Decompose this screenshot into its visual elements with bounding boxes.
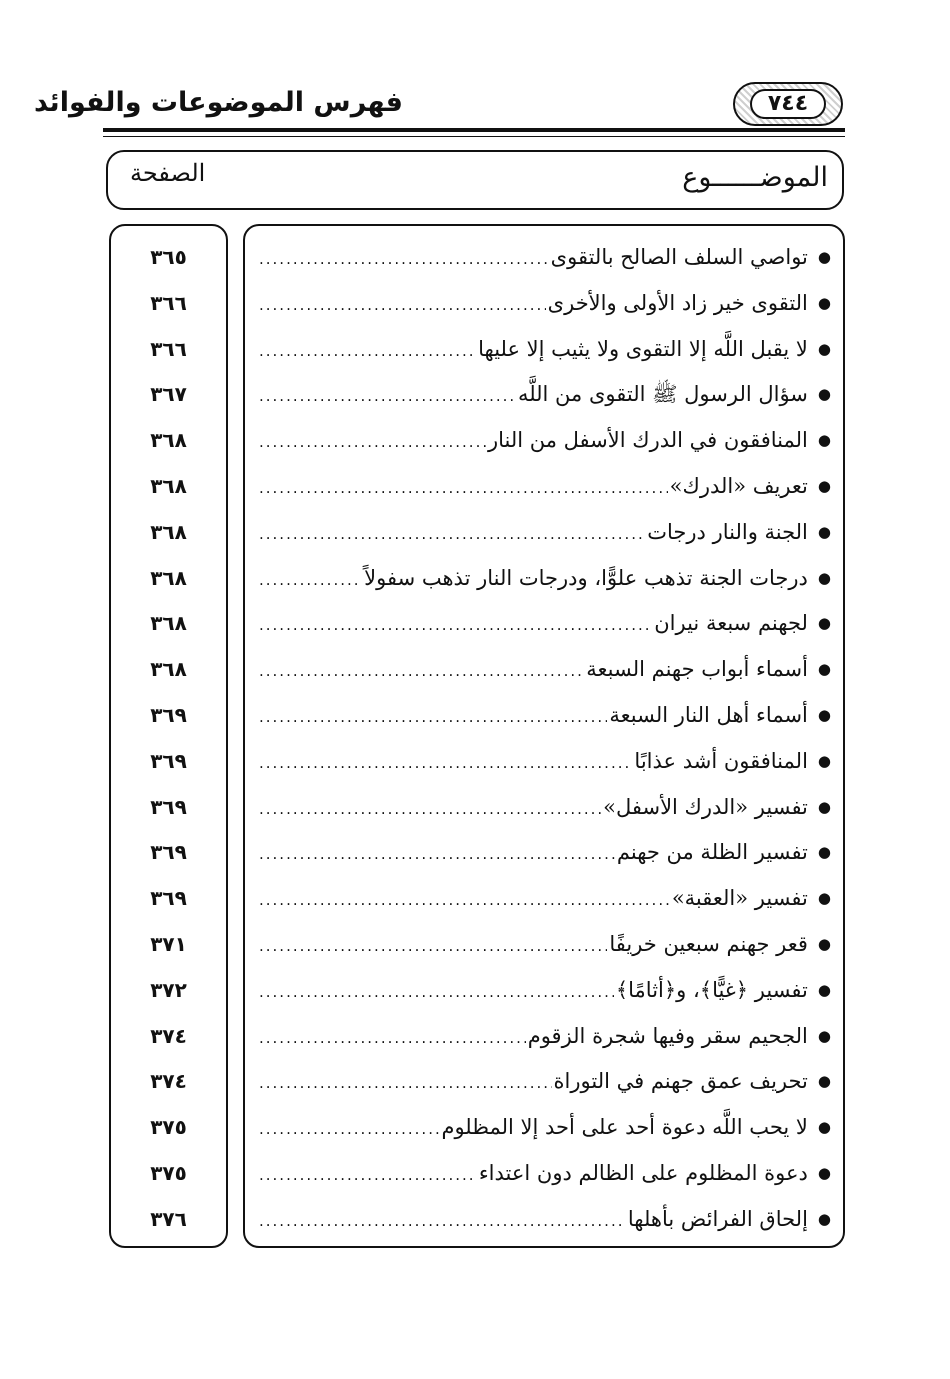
entry-title: تفسير «الدرك الأسفل» — [603, 795, 808, 819]
index-entry — [259, 1156, 831, 1190]
index-entry — [259, 377, 831, 411]
bullet-icon: ● — [817, 660, 831, 678]
entry-title: تحريف عمق جهنم في التوراة — [553, 1069, 808, 1093]
index-entry — [259, 515, 831, 549]
index-entry — [259, 469, 831, 503]
page-number: ٧٤٤ — [750, 89, 826, 119]
header-rule-thick — [103, 128, 845, 132]
bullet-icon: ● — [817, 1072, 831, 1090]
dot-leader — [259, 240, 549, 274]
entry-title: تواصي السلف الصالح بالتقوى — [550, 245, 808, 269]
dot-leader — [259, 1064, 552, 1098]
entry-page-number: ٣٧٦ — [150, 1207, 187, 1231]
dot-leader — [259, 1156, 477, 1190]
entry-page-number: ٣٦٨ — [150, 657, 187, 681]
entry-page-number: ٣٧٢ — [150, 978, 187, 1002]
dot-leader — [259, 744, 632, 778]
bullet-icon: ● — [817, 1210, 831, 1228]
entry-title: دعوة المظلوم على الظالم دون اعتداء — [478, 1161, 808, 1185]
entry-title: قعر جهنم سبعين خريفًا — [609, 932, 808, 956]
dot-leader — [259, 973, 614, 1007]
entry-page-number: ٣٦٩ — [150, 749, 187, 773]
dot-leader — [259, 835, 615, 869]
entry-title: إلحاق الفرائض بأهلها — [627, 1207, 808, 1231]
bullet-icon: ● — [817, 523, 831, 541]
index-entry — [259, 423, 831, 457]
index-entry — [259, 1064, 831, 1098]
index-entry — [259, 790, 831, 824]
bullet-icon: ● — [817, 752, 831, 770]
entry-page-number: ٣٧١ — [150, 932, 187, 956]
dot-leader — [259, 423, 486, 457]
entry-title: المنافقون في الدرك الأسفل من النار — [487, 428, 808, 452]
entry-title: أسماء أبواب جهنم السبعة — [586, 657, 808, 681]
entry-page-number: ٣٦٨ — [150, 474, 187, 498]
index-entry — [259, 1019, 831, 1053]
bullet-icon: ● — [817, 1027, 831, 1045]
dot-leader — [259, 286, 546, 320]
header-rule-thin — [103, 136, 845, 137]
index-entry — [259, 240, 831, 274]
entry-page-number: ٣٦٨ — [150, 566, 187, 590]
entry-title: تفسير الظلة من جهنم — [616, 840, 808, 864]
dot-leader — [259, 606, 652, 640]
index-entry — [259, 561, 831, 595]
bullet-icon: ● — [817, 1118, 831, 1136]
dot-leader — [259, 698, 607, 732]
bullet-icon: ● — [817, 340, 831, 358]
entry-title: تفسير ﴿غيًّا﴾، و﴿أثامًا﴾ — [615, 978, 808, 1002]
entry-page-number: ٣٦٩ — [150, 795, 187, 819]
bullet-icon: ● — [817, 431, 831, 449]
entry-page-number: ٣٦٨ — [150, 428, 187, 452]
entry-page-number: ٣٧٤ — [150, 1069, 187, 1093]
entry-page-number: ٣٧٥ — [150, 1161, 187, 1185]
page-number-badge — [733, 82, 843, 126]
index-entry — [259, 881, 831, 915]
bullet-icon: ● — [817, 981, 831, 999]
index-entry — [259, 606, 831, 640]
entry-page-number: ٣٧٤ — [150, 1024, 187, 1048]
entry-page-number: ٣٦٥ — [150, 245, 187, 269]
index-entry — [259, 744, 831, 778]
entry-page-number: ٣٦٦ — [150, 337, 187, 361]
entry-page-number: ٣٦٨ — [150, 611, 187, 635]
topic-column-header: الموضــــــوع — [682, 162, 828, 193]
bullet-icon: ● — [817, 614, 831, 632]
running-title: فهرس الموضوعات والفوائد — [33, 87, 403, 118]
entry-page-number: ٣٦٧ — [150, 382, 187, 406]
page-column-header: الصفحة — [130, 159, 206, 187]
entry-page-number: ٣٧٥ — [150, 1115, 187, 1139]
page-numbers-column — [109, 224, 228, 1248]
index-entry — [259, 973, 831, 1007]
entry-title: أسماء أهل النار السبعة — [609, 703, 808, 727]
bullet-icon: ● — [817, 477, 831, 495]
entry-title: درجات الجنة تذهب علوًّا، ودرجات النار تذهب سفولاً — [364, 566, 808, 590]
bullet-icon: ● — [817, 385, 831, 403]
bullet-icon: ● — [817, 706, 831, 724]
column-header-box — [106, 150, 844, 210]
index-entry — [259, 698, 831, 732]
entry-page-number: ٣٦٨ — [150, 520, 187, 544]
entry-title: تفسير «العقبة» — [671, 886, 808, 910]
dot-leader — [259, 790, 601, 824]
dot-leader — [259, 1110, 439, 1144]
dot-leader — [259, 332, 476, 366]
dot-leader — [259, 1019, 526, 1053]
entry-title: تعريف «الدرك» — [669, 474, 808, 498]
index-entry — [259, 835, 831, 869]
index-entry — [259, 1202, 831, 1236]
bullet-icon: ● — [817, 1164, 831, 1182]
topics-column — [243, 224, 845, 1248]
entry-title: المنافقون أشد عذابًا — [634, 749, 808, 773]
entry-title: الجنة والنار درجات — [647, 520, 808, 544]
bullet-icon: ● — [817, 294, 831, 312]
dot-leader — [259, 377, 516, 411]
dot-leader — [259, 469, 668, 503]
entry-title: التقوى خير زاد الأولى والأخرى — [547, 291, 808, 315]
entry-page-number: ٣٦٩ — [150, 840, 187, 864]
bullet-icon: ● — [817, 935, 831, 953]
bullet-icon: ● — [817, 843, 831, 861]
index-entry — [259, 286, 831, 320]
entry-title: سؤال الرسول ﷺ التقوى من اللَّه — [517, 382, 808, 406]
dot-leader — [259, 927, 607, 961]
index-entry — [259, 652, 831, 686]
bullet-icon: ● — [817, 798, 831, 816]
entry-title: لجهنم سبعة نيران — [654, 611, 808, 635]
dot-leader — [259, 881, 670, 915]
entry-title: لا يحب اللَّه دعوة أحد على أحد إلا المظلوم — [441, 1115, 808, 1139]
bullet-icon: ● — [817, 248, 831, 266]
entry-page-number: ٣٦٩ — [150, 703, 187, 727]
entry-title: الجحيم سقر وفيها شجرة الزقوم — [527, 1024, 808, 1048]
bullet-icon: ● — [817, 569, 831, 587]
entry-title: لا يقبل اللَّه إلا التقوى ولا يثيب إلا عليها — [478, 337, 808, 361]
dot-leader — [259, 652, 584, 686]
dot-leader — [259, 1202, 626, 1236]
index-entry — [259, 1110, 831, 1144]
entry-page-number: ٣٦٦ — [150, 291, 187, 315]
index-entry — [259, 332, 831, 366]
dot-leader — [259, 561, 362, 595]
bullet-icon: ● — [817, 889, 831, 907]
entry-page-number: ٣٦٩ — [150, 886, 187, 910]
dot-leader — [259, 515, 645, 549]
index-entry — [259, 927, 831, 961]
